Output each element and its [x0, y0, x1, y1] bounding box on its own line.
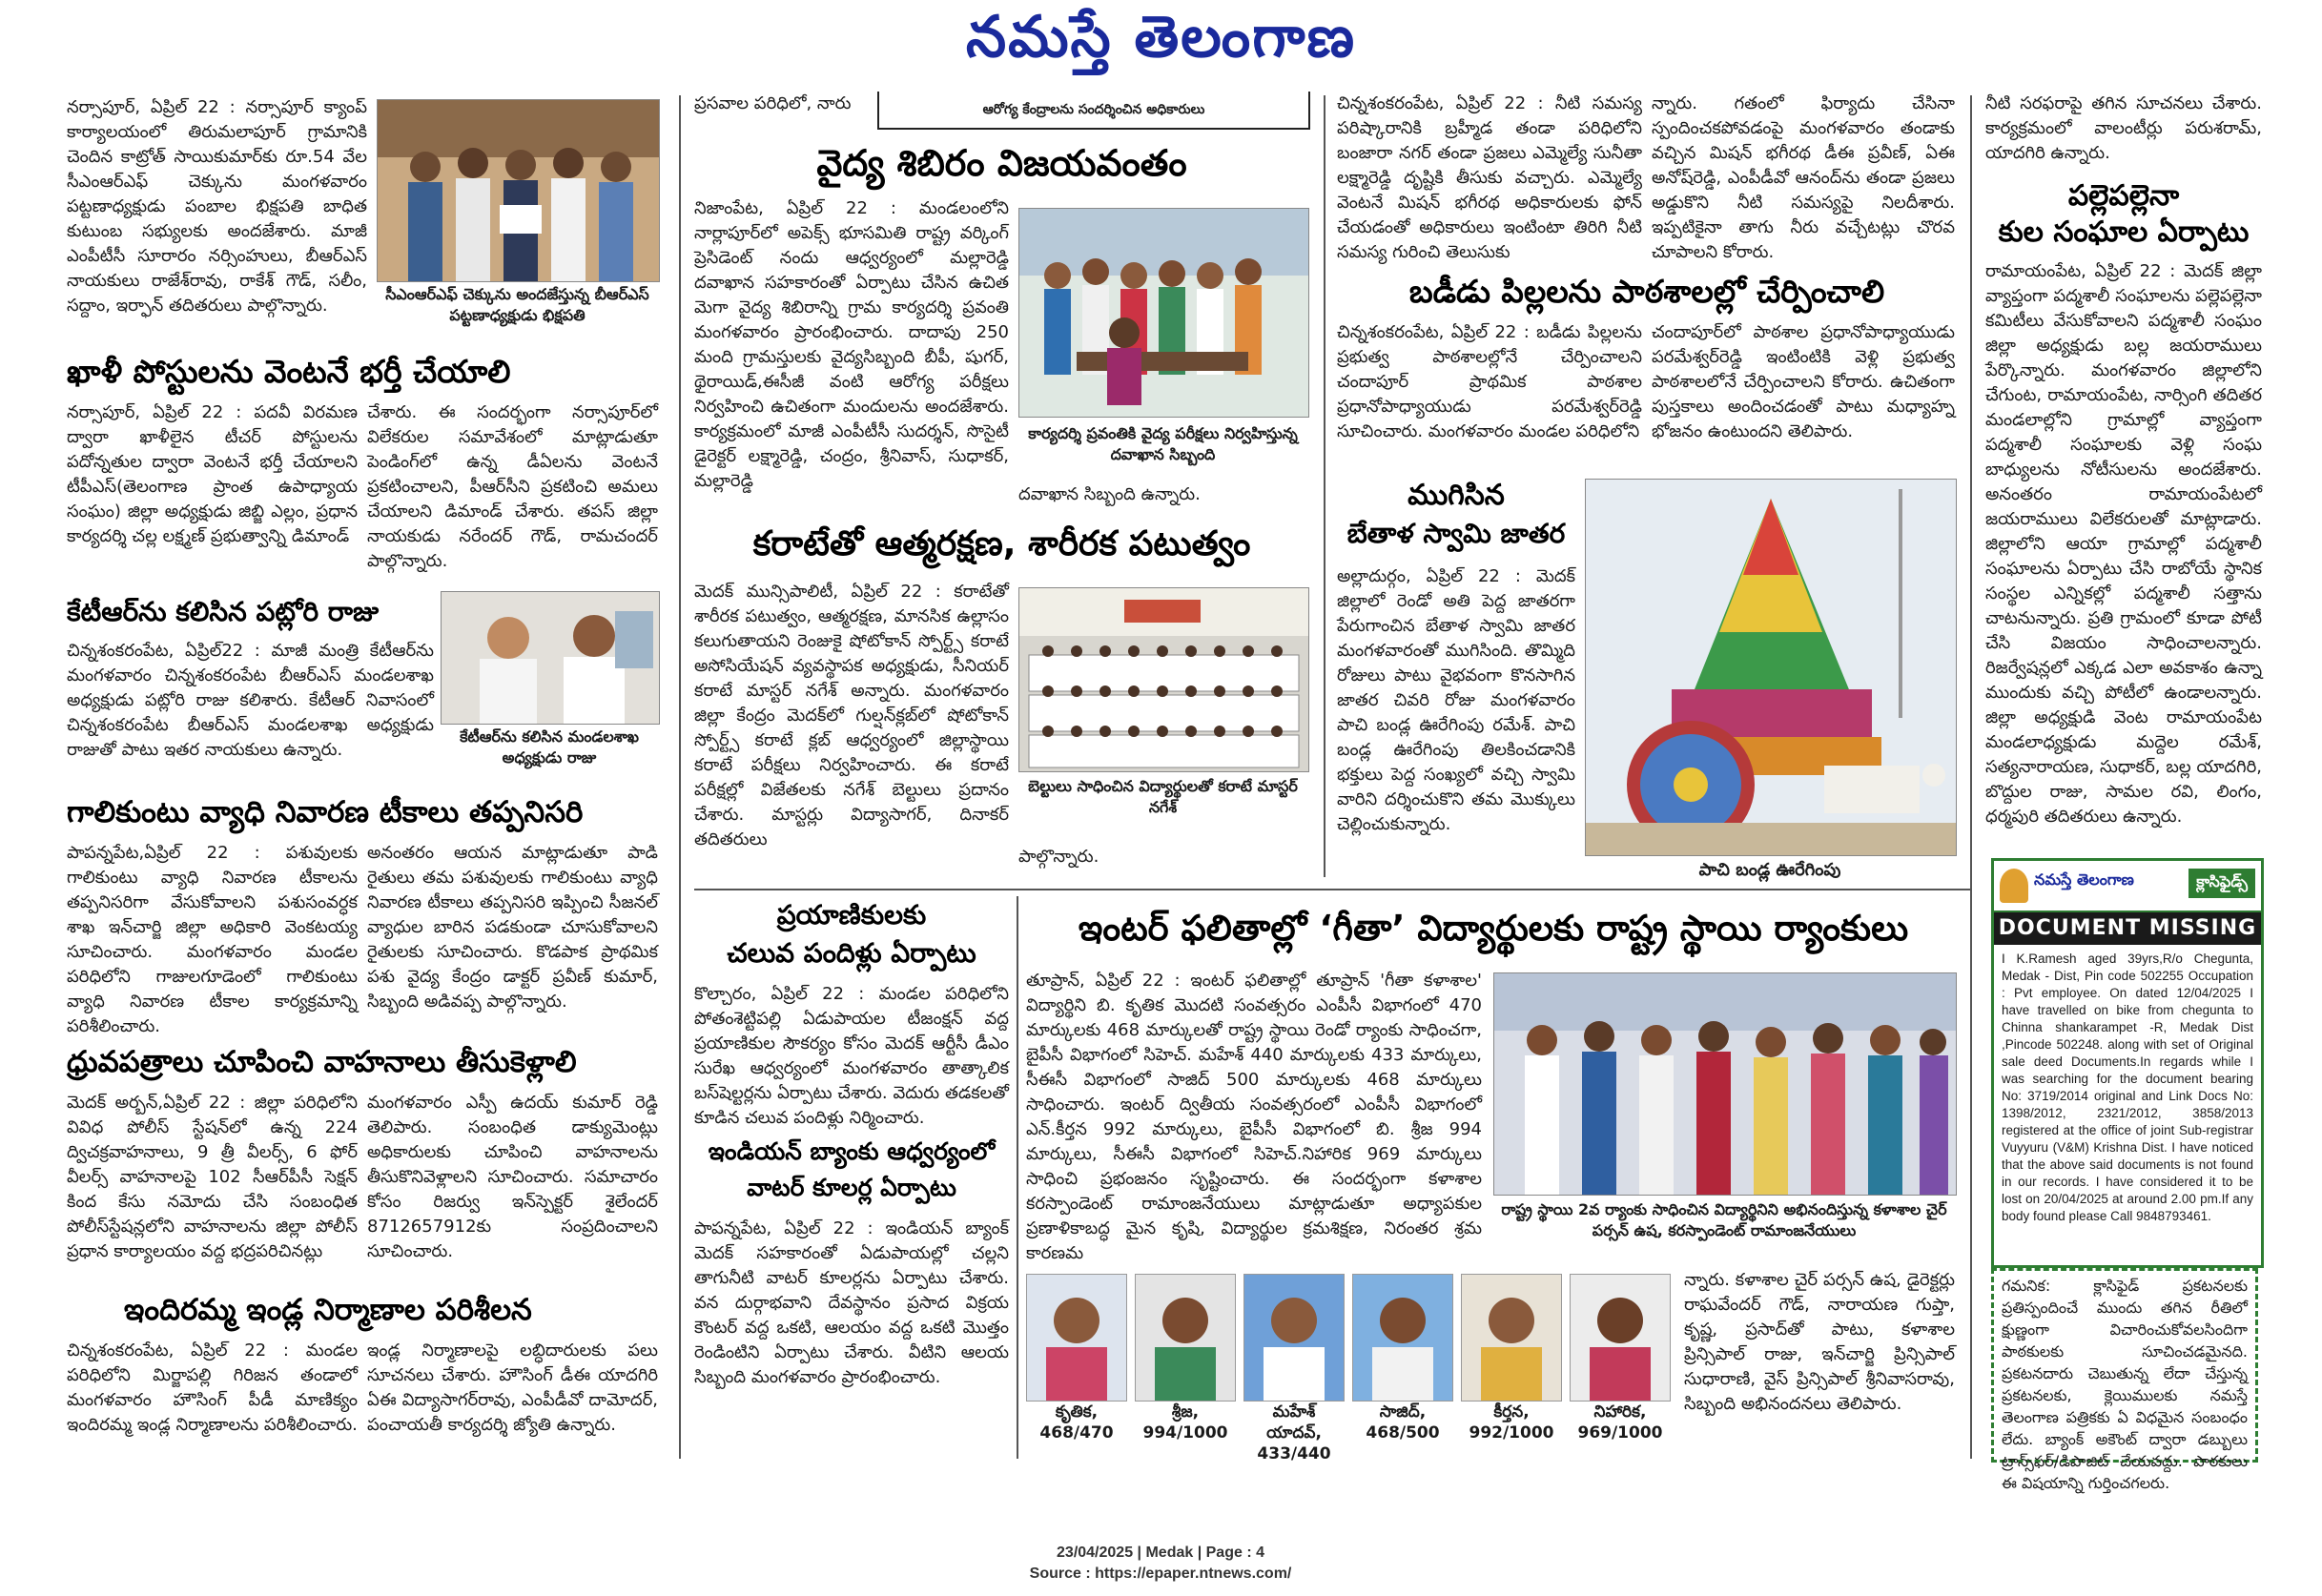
col1-article-3-left: పాపన్నపేట,ఏప్రిల్ 22 : పశువులకు గాలికుంటు వ్యాధి నివారణ టీకాలను తప్పనిసరిగా వేసుకోవాలని పశుసంవర్ధక శాఖ ఇన్‌చార్జి జిల్లా అధికారి వెంకటయ్య సూచించారు. మంగళవారం మండల పరిధిలోని గాజులగూడెంలో గాలికుంటు వ్యాధి నివారణ టీకాల కార్యక్రమాన్ని పరిశీలించారు.: [67, 843, 358, 1036]
bottom-main-article-tail: న్నారు. కళాశాల చైర్ పర్సన్ ఉష, డైరెక్టర్లు రాఘవేందర్ గౌడ్, నారాయణ గుప్తా, కృష్ణ, ప్రసాద్‌తో పాటు, కళాశాల ప్రిన్సిపాల్ రాజు, ఇన్‌చార్జి ప్రిన్సిపాల్ సుధారాణి, వైస్ ప్రిన్సిపాల్ శ్రీనివాసరావు, సిబ్బంది అభినందనలు తెలిపారు.: [1684, 1270, 1955, 1414]
column-rule-3: [1970, 95, 1972, 1459]
col3-headline-1: బడీడు పిల్లలను పాఠశాలల్లో చేర్పించాలి: [1408, 273, 1885, 310]
student-portraits: [1026, 1274, 1675, 1463]
col3-headline-2a: ముగిసిన: [1408, 479, 1505, 512]
col2-article-2: మెదక్ మున్సిపాలిటీ, ఏప్రిల్ 22 : కరాటేతో శారీరక పటుత్వం, ఆత్మరక్షణ, మానసిక ఉల్లాసం కలుగుతాయని రెంజుకై షోటోకాన్ స్పోర్ట్స్ కరాటే అసోసియేషన్ వ్యవస్థాపక అధ్యక్షుడు, సీనియర్ కరాటే మాస్టర్ నగేశ్ అన్నారు. మంగళవారం జిల్లా కేంద్రం మెదక్‌లో గుల్షన్‌క్లబ్‌లో షోటోకాన్ స్పోర్ట్స్ కరాటే క్లబ్ ఆధ్వర్యంలో జిల్లాస్థాయి కరాటే పరీక్షలు నిర్వహించారు. ఈ కరాటే పరీక్షల్లో విజేతలకు నగేశ్ బెల్టులు ప్రదానం చేశారు. మాస్టర్లు విద్యాసాగర్, దినాకర్ తదితరులు: [694, 582, 1009, 849]
col1-headline-1: ఖాళీ పోస్టులను వెంటనే భర్తీ చేయాలి: [67, 353, 511, 390]
emblem-icon: [2000, 869, 2028, 903]
col2-article-1: నిజాంపేట, ఏప్రిల్ 22 : మండలంలోని నార్లాపూర్‌లో అపెక్స్ భూసమితి రాష్ట్ర వర్కింగ్ ప్రెసిడెంట్ నందు ఆధ్వర్యంలో మల్లారెడ్డి దవాఖాన సహకారంతో ఏర్పాటు చేసిన ఉచిత మెగా వైద్య శిబిరాన్ని గ్రామ కార్యదర్శి ప్రవంతి మంగళవారం ప్రారంభించారు. దాదాపు 250 మంది గ్రామస్తులకు వైద్యసిబ్బంది బీపీ, షుగర్, థైరాయిడ్,ఈసీజీ వంటి ఆరోగ్య పరీక్షలు నిర్వహించి ఉచితంగా మందులను అందజేశారు. కార్యక్రమంలో మాజీ ఎంపీటీసీ సుదర్శన్, సొసైటీ డైరెక్టర్ లక్ష్మారెడ్డి, చంద్రం, శ్రీనివాస్, సుధాకర్, మల్లారెడ్డి: [694, 198, 1009, 491]
col1-headline-2: కేటీఆర్‌ను కలిసిన పట్లోరి రాజు: [67, 596, 380, 627]
col2-medical-camp-photo: [1018, 208, 1309, 418]
col1-headline-3: గాలికుంటు వ్యాధి నివారణ టీకాలు తప్పనిసరి: [67, 795, 584, 829]
col1-article-1-left: నర్సాపూర్, ఏప్రిల్ 22 : పదవీ విరమణ ద్వారా ఖాళీలైన టీచర్ పోస్టులను పదోన్నతుల ద్వారా వెంటనే భర్తీ చేయాలని టీపీఎస్(తెలంగాణ ప్రాంత ఉపాధ్యాయ సంఘం) జిల్లా అధ్యక్షుడు జిబ్జి ఎల్లం, ప్రధాన కార్యదర్శి చల్ల లక్ష్మణ్ ప్రభుత్వాన్ని డిమాండ్: [67, 402, 358, 546]
student-name: శ్రీజ,: [1171, 1402, 1200, 1422]
col2-top-text: ప్రసవాల పరిధిలో, నారు: [694, 93, 852, 113]
bottom-section-rule: [694, 889, 1970, 890]
col1-headline-5: ఇందిరమ్మ ఇండ్ల నిర్మాణాల పరిశీలన: [124, 1293, 532, 1327]
col3-chariot-caption: పాచి బండ్ల ఊరేగింపు: [1698, 860, 1841, 880]
classified-title: DOCUMENT MISSING: [1994, 912, 2261, 945]
bottom-main-photo: [1493, 972, 1957, 1196]
col2-headline-2: కరాటేతో ఆత్మరక్షణ, శారీరక పటుత్వం: [752, 524, 1251, 563]
classified-ad-box: [1991, 858, 2264, 1268]
col1-lead-caption: సీఎంఆర్ఎఫ్ చెక్కును అందజేస్తున్న బీఆర్ఎస్ పట్టణాధ్యక్షుడు భిక్షపతి: [385, 285, 649, 324]
col1-ktr-caption: కేటీఆర్‌ను కలిసిన మండలశాఖ అధ్యక్షుడు రాజు: [460, 727, 639, 767]
bottom-main-caption: రాష్ట్ర స్థాయి 2వ ర్యాంకు సాధించిన విద్యార్థినిని అభినందిస్తున్న కళాశాల చైర్ పర్సన్ ఉష, కరస్పాండెంట్ రామాంజనేయులు: [1501, 1200, 1947, 1239]
col3-headline-2b: బేతాళ స్వామి జాతర: [1346, 518, 1566, 549]
bottom-main-article: తూప్రాన్, ఏప్రిల్ 22 : ఇంటర్ ఫలితాల్లో తూప్రాన్ 'గీతా కళాశాల' విద్యార్థిని బి. కృతిక మొదటి సంవత్సరం ఎంపీసీ విభాగంలో 470 మార్కులకు 468 మార్కులతో రాష్ట్ర స్థాయి రెండో ర్యాంకు సాధించగా, బైపీసీ విభాగంలో సిహెచ్. మహేశ్ 440 మార్కులకు 433 మార్కులు, సీఈసీ విభాగంలో సాజిద్ 500 మార్కులకు 468 మార్కులు సాధించారు. ఇంటర్ ద్వితీయ సంవత్సరంలో ఎంపీసీ విభాగంలో ఎన్.కీర్తన 992 మార్కులు, బైపీసీ విభాగంలో బి. శ్రీజ 994 మార్కులు, సీఈసీ విభాగంలో సిహెచ్.నిహారిక 969 మార్కులు సాధించి ప్రభంజనం సృష్టించారు. ఈ సందర్భంగా కళాశాల కరస్పాండెంట్ రామాంజనేయులు మాట్లాడుతూ అధ్యాపకుల ప్రణాళికాబద్ధ మైన కృషి, విద్యార్థుల క్రమశిక్షణ, నిరంతర శ్రమ కారణమ: [1026, 971, 1482, 1263]
student-photo: [1352, 1274, 1453, 1402]
student-photo: [1026, 1274, 1127, 1402]
col1-article-5-right: ఇండ్ల నిర్మాణాలపై లబ్ధిదారులకు పలు సూచనలు చేశారు. హౌసింగ్ డీఈ యాదగిరి ఏఈ విద్యాసాగర్‌రావు, ఎంపీడీవో దామోదర్, పంచాయతీ కార్యదర్శి జ్యోతి ఉన్నారు.: [367, 1340, 658, 1435]
column-rule-4: [1017, 896, 1018, 1459]
student-card: [1461, 1274, 1562, 1443]
student-marks: 994/1000: [1142, 1423, 1228, 1443]
bottom-mid-article-2: పాపన్నపేట, ఏప్రిల్ 22 : ఇండియన్ బ్యాంక్ మెదక్ సహకారంతో ఏడుపాయల్లో చల్లని తాగునీటి వాటర్ కూలర్లను ఏర్పాటు చేశారు. వన దుర్గాభవాని దేవస్థానం ప్రసాద విక్రయ కౌంటర్ వద్ద ఒకటి, ఆలయం వద్ద ఒకటి మొత్తం రెండింటిని ఏర్పాటు చేశారు. వీటిని ఆలయ సిబ్బంది మంగళవారం ప్రారంభించారు.: [694, 1218, 1009, 1387]
student-photo: [1135, 1274, 1236, 1402]
col1-lead-text: నర్సాపూర్, ఏప్రిల్ 22 : నర్సాపూర్ క్యాంప్ కార్యాలయంలో తిరుమలాపూర్ గ్రామానికి చెందిన కాట్రోత్ సాయికుమార్‌కు రూ.54 వేల సీఎంఆర్ఎఫ్ చెక్కును మంగళవారం పట్టణాధ్యక్షుడు పంబాల భిక్షపతి బాధిత కుటుంబ సభ్యులకు అందజేశారు. మాజీ ఎంపీటీసీ సూరారం నర్సింహులు, బీఆర్ఎస్ నాయకులు రాజేశ్‌రావు, రాకేశ్ గౌడ్, సలీం, సద్దాం, ఇర్ఫాన్ తదితరులు పాల్గొన్నారు.: [67, 97, 367, 316]
student-marks: 468/470: [1039, 1423, 1114, 1443]
student-marks: 468/500: [1366, 1423, 1440, 1443]
student-card: [1243, 1274, 1345, 1464]
col1-article-3-right: అనంతరం ఆయన మాట్లాడుతూ పాడి రైతులు తమ పశువులకు గాలికుంటు వ్యాధి నివారణ టీకాలు తప్పనిసరి ఇప్పించి సీజనల్ వ్యాధుల బారిన పడకుండా చూసుకోవాలని రైతులకు సూచించారు. కొడపాక ప్రాథమిక పశు వైద్య కేంద్రం డాక్టర్ ప్రవీణ్ కుమార్, సిబ్బంది అడివప్ప పాల్గొన్నారు.: [367, 843, 658, 1012]
footer-source: Source : https://epaper.ntnews.com/: [1029, 1565, 1292, 1582]
col3-article-1-right: చందాపూర్‌లో పాఠశాల ప్రధానోపాధ్యాయుడు పరమేశ్వర్‌రెడ్డి ఇంటింటికి వెళ్లి ప్రభుత్వ పాఠశాలలోనే చేర్పించాలని కోరారు. ఉచితంగా పుస్తకాలు అందించడంతో పాటు మధ్యాహ్న భోజనం ఉంటుందని తెలిపారు.: [1652, 322, 1955, 441]
classified-header: [1994, 861, 2261, 912]
student-name: సాజిద్,: [1379, 1402, 1427, 1422]
classified-brand: నమస్తే తెలంగాణ: [2034, 870, 2134, 889]
col2-article-2-tail: పాల్గొన్నారు.: [1018, 847, 1099, 867]
col1-article-2: చిన్నశంకరంపేట, ఏప్రిల్22 : మాజీ మంత్రి కేటీఆర్‌ను మంగళవారం చిన్నశంకరంపేట బీఆర్ఎస్ మండలశాఖ అధ్యక్షుడు పట్లోరి రాజు కలిశారు. కేటీఆర్ నివాసంలో చిన్నశంకరంపేట బీఆర్ఎస్ మండలశాఖ అధ్యక్షుడు రాజుతో పాటు ఇతర నాయకులు ఉన్నారు.: [67, 641, 434, 760]
col1-headline-4: ధ్రువపత్రాలు చూపించి వాహనాలు తీసుకెళ్లాలి: [67, 1045, 577, 1079]
student-marks: 992/1000: [1469, 1423, 1554, 1443]
student-marks: 433/440: [1257, 1444, 1331, 1463]
col2-medical-camp-caption: కార్యదర్శి ప్రవంతికి వైద్య పరీక్షలు నిర్వహిస్తున్న దవాఖాన సిబ్బంది: [1028, 424, 1298, 463]
bottom-main-headline: ఇంటర్ ఫలితాల్లో ‘గీతా’ విద్యార్థులకు రాష్ట్ర స్థాయి ర్యాంకులు: [1078, 908, 1909, 949]
col4-headline-1a: పల్లెపల్లెనా: [2067, 179, 2180, 213]
col1-article-4-right: మంగళవారం ఎస్పీ ఉదయ్ కుమార్ రెడ్డి తెలిపారు. సంబంధిత డాక్యుమెంట్లు అధికారులకు చూపించి వాహనాలను తీసుకొనివెళ్లాలని సూచించారు. సమాచారం కోసం రిజర్వు ఇన్‌స్పెక్టర్ శైలేందర్ 8712657912కు సంప్రదించాలని సూచించారు.: [367, 1093, 658, 1261]
student-photo: [1461, 1274, 1562, 1402]
student-name: కృతిక,: [1055, 1402, 1099, 1422]
col3-article-1-left: చిన్నశంకరంపేట, ఏప్రిల్ 22 : బడీడు పిల్లలను ప్రభుత్వ పాఠశాలల్లోనే చేర్పించాలని చందాపూర్ ప్రాథమిక పాఠశాల ప్రధానోపాధ్యాయుడు పరమేశ్వర్‌రెడ్డి సూచించారు. మంగళవారం మండల పరిధిలోని: [1337, 322, 1642, 441]
bottom-mid-headline-2a: ఇండియన్ బ్యాంకు ఆధ్వర్యంలో: [708, 1137, 996, 1165]
masthead: నమస్తే తెలంగాణ: [965, 4, 1357, 71]
col3-top-text-right: న్నారు. గతంలో ఫిర్యాదు చేసినా స్పందించకపోవడంపై మంగళవారం తండాకు వచ్చిన మిషన్ భగీరథ డీఈ ప్రవీణ్, ఏఈ అనోష్‌రెడ్డి, ఎంపీడీవో ఆనంద్‌ను తండా ప్రజలు అడ్డుకొని నీటి సమస్యపై నిలదీశారు. ఇప్పటికైనా తాగు నీరు వచ్చేటట్లు చొరవ చూపాలని కోరారు.: [1652, 93, 1955, 262]
col2-headline-1: వైద్య శిబిరం విజయవంతం: [816, 142, 1187, 184]
col1-lead-photo: [377, 99, 660, 282]
student-marks: 969/1000: [1577, 1423, 1663, 1443]
col4-top-text: నీటి సరఫరాపై తగిన సూచనలు చేశారు. కార్యక్రమంలో వాలంటీర్లు పరుశరామ్, యాదగిరి ఉన్నారు.: [1985, 93, 2262, 163]
bottom-mid-headline-1a: ప్రయాణికులకు: [776, 899, 927, 931]
col2-top-box: ఆరోగ్య కేంద్రాలను సందర్శించిన అధికారులు: [877, 92, 1310, 130]
col4-article-1: రామాయంపేట, ఏప్రిల్ 22 : మెదక్ జిల్లా వ్యాప్తంగా పద్మశాలీ సంఘాలను పల్లెపల్లెనా కమిటీలు వేసుకోవాలని పద్మశాలీ సంఘం జిల్లా అధ్యక్షుడు బల్ల జయరాములు పేర్కొన్నారు. మంగళవారం జిల్లాలోని చేగుంట, రామాయంపేట, నార్సింగి తదితర మండలాల్లోని గ్రామాల్లో వ్యాప్తంగా పద్మశాలీ సంఘాలకు వెళ్లి సంఘ బాధ్యులను నోటీసులను అందజేశారు. అనంతరం రామాయంపేటలో జయరాములు విలేకరులతో మాట్లాడారు. జిల్లాలోని ఆయా గ్రామాల్లో పద్మశాలీ సంఘాలను ఏర్పాటు చేసి రాబోయే స్థానిక సంస్థల ఎన్నికల్లో పద్మశాలీ సత్తాను చాటనున్నారు. ప్రతి గ్రామంలో కూడా పోటీ చేసి విజయం సాధించాలన్నారు. రిజర్వేషన్లలో ఎక్కడ ఎలా అవకాశం ఉన్నా ముందుకు వచ్చి పోటీలో ఉండాలన్నారు. జిల్లా అధ్యక్షుడి వెంట రామాయంపేట మండలాధ్యక్షుడు మద్దెల రమేశ్, సత్యనారాయణ, సుధాకర్, బల్ల యాదగిరి, బొద్దుల రాజు, సామల రవి, లింగం, ధర్మపురి తదితరులు ఉన్నారు.: [1985, 261, 2262, 827]
column-rule-2: [1324, 95, 1325, 877]
bottom-mid-headline-1b: చలువ పందిళ్లు ఏర్పాటు: [727, 937, 976, 969]
student-card: [1135, 1274, 1236, 1443]
col1-article-5-left: చిన్నశంకరంపేట, ఏప్రిల్ 22 : మండల పరిధిలోని మిర్జాపల్లి గిరిజన తండాలో మంగళవారం హౌసింగ్ పీడీ మాణిక్యం ఇందిరమ్మ ఇండ్ల నిర్మాణాలను పరిశీలించారు.: [67, 1340, 358, 1435]
student-card: [1570, 1274, 1671, 1443]
classified-label: క్లాసిఫైడ్స్: [2188, 869, 2255, 898]
student-photo: [1570, 1274, 1671, 1402]
classified-body: I K.Ramesh aged 39yrs,R/o Chegunta, Medak - Dist, Pin code 502255 Occupation : Pvt employee. On dated 12/04/2025 I have travelled on bike from chegunta to Chinna shankarampet -R, Medak Dist ,Pincode 502248. along with set of Original sale deed Documents.In regards while I was searching for the document bearing No: 3719/2014 original and Link Docs No: 1398/2012, 2321/2012, 3858/2013 registered at the office of joint Sub-registrar Vuyyuru (V&M) Krishna Dist. I have noticed that the above said documents is not found in our records. I have considered it to be lost on 20/04/2025 at around 2.00 pm.If any body found please Call 9848793461.: [2002, 951, 2253, 1223]
col1-article-1-right: చేశారు. ఈ సందర్భంగా నర్సాపూర్‌లో విలేకరుల సమావేశంలో మాట్లాడుతూ పెండింగ్‌లో ఉన్న డీఏలను వెంటనే ప్రకటించాలని, పీఆర్‌సీని ప్రకటించి అమలు చేయాలని డిమాండ్ చేశారు. తపస్ జిల్లా నాయకుడు నరేందర్ గౌడ్, రామచందర్ పాల్గొన్నారు.: [367, 402, 658, 571]
col3-chariot-photo: [1585, 479, 1957, 856]
col3-top-text-left: చిన్నశంకరంపేట, ఏప్రిల్ 22 : నీటి సమస్య పరిష్కారానికి బ్రహ్మీడ తండా పరిధిలోని బంజారా నగర్ తండా ప్రజలు ఎమ్మెల్యే సునీతా లక్ష్మారెడ్డి దృష్టికి తీసుకు వచ్చారు. ఎమ్మెల్యే వెంటనే మిషన్ భగీరథ అధికారులకు ఫోన్ చేయడంతో అధికారులు ఇంటింటా తిరిగి నీటి సమస్య గురించి తెలుసుకు: [1337, 93, 1642, 262]
classified-note: గమనిక: క్లాసిఫైడ్ ప్రకటనలకు ప్రతిస్పందించే ముందు తగిన రీతిలో క్షుణ్ణంగా విచారించుకోవలసిందిగా పాఠకులకు సూచించడమైనది. ప్రకటనదారు చెబుతున్న లేదా చేస్తున్న ప్రకటనలకు, క్లెయిములకు నమస్తే తెలంగాణ పత్రికకు ఏ విధమైన సంబంధం లేదు. బ్యాంక్ అకౌంట్ ద్వారా డబ్బులు ట్రాన్స్‌ఫర్/డిపాజిట్ చేయవద్దు. పాఠకులు ఈ విషయాన్ని గుర్తించగలరు.: [1991, 1268, 2258, 1463]
col3-article-2: అల్లాదుర్గం, ఏప్రిల్ 22 : మెదక్ జిల్లాలో రెండో అతి పెద్ద జాతరగా పేరుగాంచిన బేతాళ స్వామి జాతర మంగళవారంతో ముగిసింది. తొమ్మిది రోజులు పాటు వైభవంగా కొనసాగిన జాతర చివరి రోజు మంగళవారం పాచి బండ్ల ఊరేగింపు రమేశ్. పాచి బండ్ల ఊరేగింపు తిలకించడానికి భక్తులు పెద్ద సంఖ్యలో వచ్చి స్వామి వారిని దర్శించుకొని తమ మొక్కులు చెల్లించుకున్నారు.: [1337, 566, 1575, 834]
col2-karate-photo: [1018, 587, 1309, 772]
student-name: నిహారిక,: [1593, 1402, 1647, 1422]
student-name: మహేశ్ యాదవ్,: [1266, 1402, 1322, 1443]
col2-article-1-tail: దవాఖాన సిబ్బంది ఉన్నారు.: [1018, 484, 1201, 504]
col1-ktr-photo: [441, 591, 660, 725]
bottom-mid-article-1: కొల్చారం, ఏప్రిల్ 22 : మండల పరిధిలోని పోతంశెట్టిపల్లి ఏడుపాయల టీజంక్షన్ వద్ద ప్రయాణికుల సౌకర్యం కోసం మెదక్ ఆర్టీసీ డీఎం సురేఖ ఆధ్వర్యంలో మంగళవారం తాత్కాలిక బస్‌షెల్టర్లను ఏర్పాటు చేశారు. వెదురు తడకలతో కూడిన చలువ పందిళ్లు నిర్మించారు.: [694, 984, 1009, 1128]
student-card: [1026, 1274, 1127, 1443]
col1-article-4-left: మెదక్ అర్బన్,ఏప్రిల్ 22 : జిల్లా పరిధిలోని వివిధ పోలీస్ స్టేషన్‌లో ఉన్న 224 ద్విచక్రవాహనాలు, 9 త్రీ వీలర్స్, 6 ఫోర్ వీలర్స్ వాహనాలపై 102 సీఆర్‌పీసీ సెక్షన్ కింద కేసు నమోదు చేసి సంబంధిత పోలీస్‌స్టేషన్లలోని వాహనాలను జిల్లా పోలీస్ ప్రధాన కార్యాలయం వద్ద భద్రపరిచినట్లు: [67, 1093, 358, 1261]
student-name: కీర్తన,: [1493, 1402, 1530, 1422]
student-card: [1352, 1274, 1453, 1443]
col2-karate-caption: బెల్టులు సాధించిన విద్యార్థులతో కరాటే మాస్టర్ నగేశ్: [1028, 777, 1298, 816]
footer-dateline: 23/04/2025 | Medak | Page : 4: [1057, 1545, 1264, 1561]
column-rule-1: [679, 95, 681, 1459]
student-photo: [1243, 1274, 1345, 1402]
col4-headline-1b: కుల సంఘాల ఏర్పాటు: [1998, 215, 2250, 249]
bottom-mid-headline-2b: వాటర్ కూలర్ల ఏర్పాటు: [747, 1174, 956, 1201]
